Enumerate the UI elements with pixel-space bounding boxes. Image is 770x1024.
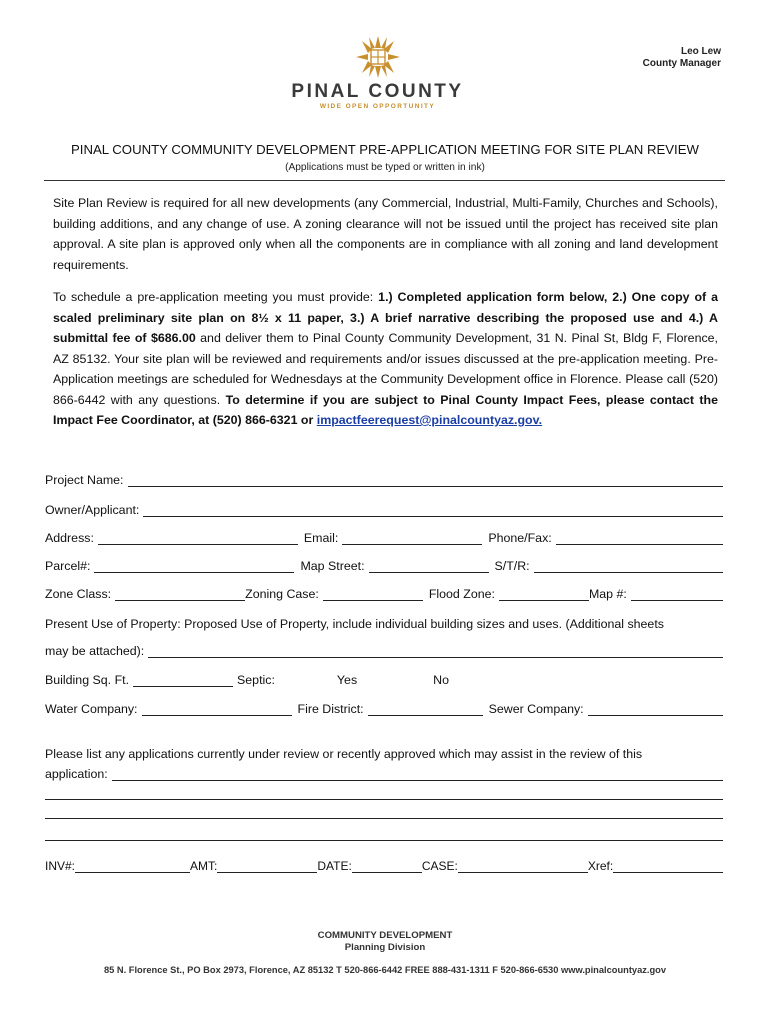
applications-field[interactable] <box>112 767 723 781</box>
project-name-field[interactable] <box>128 473 723 487</box>
project-name-row <box>45 470 723 487</box>
schedule-text-2: and deliver them to Pinal County Community Development, 31 N. Pinal St, Bldg F, Florence, AZ 85132. Your site plan will be reviewed and requirements and/or issues discussed at the pre-application meeting. Pre- Application meetings are scheduled for Wednesdays at the Community Development office in Florence. Please call (520) 866-6442 with any questions. <box>53 331 718 407</box>
schedule-requirements: 1.) Completed application form below, 2.) One copy of a scaled preliminary site plan on 8½ x 11 paper, 3.) A brief narrative describing the proposed use and 4.) A submittal fee of $686.00 <box>53 290 718 345</box>
septic-yes-option[interactable]: Yes <box>336 673 358 687</box>
pinal-county-logo <box>290 34 465 110</box>
county-manager-block <box>643 46 721 70</box>
address-field[interactable] <box>98 531 298 545</box>
fire-district-label: Fire District: <box>297 702 364 716</box>
str-label: S/T/R: <box>494 559 530 573</box>
present-use-label: Present Use of Property: Proposed Use of Property, include individual building sizes and uses. (Additional sheets <box>45 617 664 631</box>
sewer-company-label: Sewer Company: <box>488 702 584 716</box>
intro-paragraph: Site Plan Review is required for all new developments (any Commercial, Industrial, Multi-Family, Churches and Schools), building additions, and any change of use. A zoning clearance will not be issued until the project has received site plan approval. A site plan is approved only when all the components are in compliance with all zoning and land development requirements. <box>53 196 718 272</box>
water-company-label: Water Company: <box>45 702 138 716</box>
proposed-use-field[interactable] <box>148 644 723 658</box>
schedule-paragraph <box>53 287 718 431</box>
parcel-row <box>45 556 723 573</box>
zone-class-field[interactable] <box>115 587 245 601</box>
inv-label: INV#: <box>45 859 76 873</box>
phone-field[interactable] <box>556 531 723 545</box>
form-subtitle: (Applications must be typed or written in ink) <box>285 162 485 173</box>
logo-wordmark: PINAL COUNTY <box>291 81 464 102</box>
owner-label: Owner/Applicant: <box>45 503 140 517</box>
header-divider <box>44 180 725 181</box>
owner-row <box>45 500 723 517</box>
impact-fee-notice: To determine if you are subject to Pinal County Impact Fees, please contact the Impact Fee Coordinator, at (520) 866-6321 or <box>53 392 718 427</box>
sunburst-logo-icon <box>354 34 402 80</box>
form-title: PINAL COUNTY COMMUNITY DEVELOPMENT PRE-APPLICATION MEETING FOR SITE PLAN REVIEW <box>71 142 699 157</box>
parcel-field[interactable] <box>94 559 294 573</box>
attach-row <box>45 641 723 658</box>
amt-field[interactable] <box>217 859 317 873</box>
case-label: CASE: <box>421 859 458 873</box>
email-field[interactable] <box>342 531 482 545</box>
map-number-field[interactable] <box>631 587 723 601</box>
zone-row <box>45 584 723 601</box>
date-label: DATE: <box>317 859 352 873</box>
owner-field[interactable] <box>143 503 723 517</box>
map-street-field[interactable] <box>369 559 489 573</box>
sewer-company-field[interactable] <box>588 702 723 716</box>
logo-tagline: WIDE OPEN OPPORTUNITY <box>319 103 436 110</box>
zoning-case-field[interactable] <box>323 587 423 601</box>
inv-field[interactable] <box>75 859 190 873</box>
applications-line-3[interactable] <box>45 818 723 819</box>
manager-name: Leo Lew <box>680 46 721 57</box>
septic-label: Septic: <box>237 673 275 687</box>
water-company-field[interactable] <box>142 702 292 716</box>
may-attach-label: may be attached): <box>45 644 145 658</box>
address-label: Address: <box>45 531 94 545</box>
str-field[interactable] <box>534 559 723 573</box>
map-number-label: Map #: <box>588 587 627 601</box>
zone-class-label: Zone Class: <box>45 587 112 601</box>
map-street-label: Map Street: <box>300 559 365 573</box>
application-label: application: <box>45 767 108 781</box>
xref-label: Xref: <box>587 859 614 873</box>
footer-dept-name: COMMUNITY DEVELOPMENT <box>317 930 453 941</box>
building-sqft-field[interactable] <box>133 673 233 687</box>
email-label: Email: <box>303 531 339 545</box>
xref-field[interactable] <box>613 859 723 873</box>
building-sqft-label: Building Sq. Ft. <box>45 673 130 687</box>
septic-no-option[interactable]: No <box>433 673 449 687</box>
fire-district-field[interactable] <box>368 702 483 716</box>
present-use-row <box>45 614 723 631</box>
address-row <box>45 528 723 545</box>
utilities-row <box>45 699 723 716</box>
footer-department <box>0 930 770 954</box>
applications-line-2[interactable] <box>45 799 723 800</box>
applications-row <box>45 764 723 781</box>
schedule-text-1: To schedule a pre-application meeting you must provide: <box>53 290 379 304</box>
impact-fee-email-link[interactable]: impactfeerequest@pinalcountyaz.gov. <box>316 413 543 427</box>
office-use-row <box>45 856 723 873</box>
manager-title: County Manager <box>642 58 721 69</box>
project-name-label: Project Name: <box>45 473 124 487</box>
amt-label: AMT: <box>190 859 218 873</box>
office-use-divider <box>45 840 723 841</box>
flood-zone-label: Flood Zone: <box>428 587 495 601</box>
case-field[interactable] <box>458 859 588 873</box>
flood-zone-field[interactable] <box>499 587 589 601</box>
date-field[interactable] <box>352 859 422 873</box>
footer-division: Planning Division <box>344 942 426 953</box>
building-row <box>45 670 723 687</box>
zoning-case-label: Zoning Case: <box>245 587 319 601</box>
applications-prompt: Please list any applications currently under review or recently approved which may assist in the review of this <box>45 747 643 761</box>
parcel-label: Parcel#: <box>45 559 91 573</box>
phone-label: Phone/Fax: <box>488 531 552 545</box>
footer-contact: 85 N. Florence St., PO Box 2973, Florence, AZ 85132 T 520-866-6442 FREE 888-431-1311 F 520-866-6530 www.pinalcountyaz.gov <box>103 965 667 975</box>
